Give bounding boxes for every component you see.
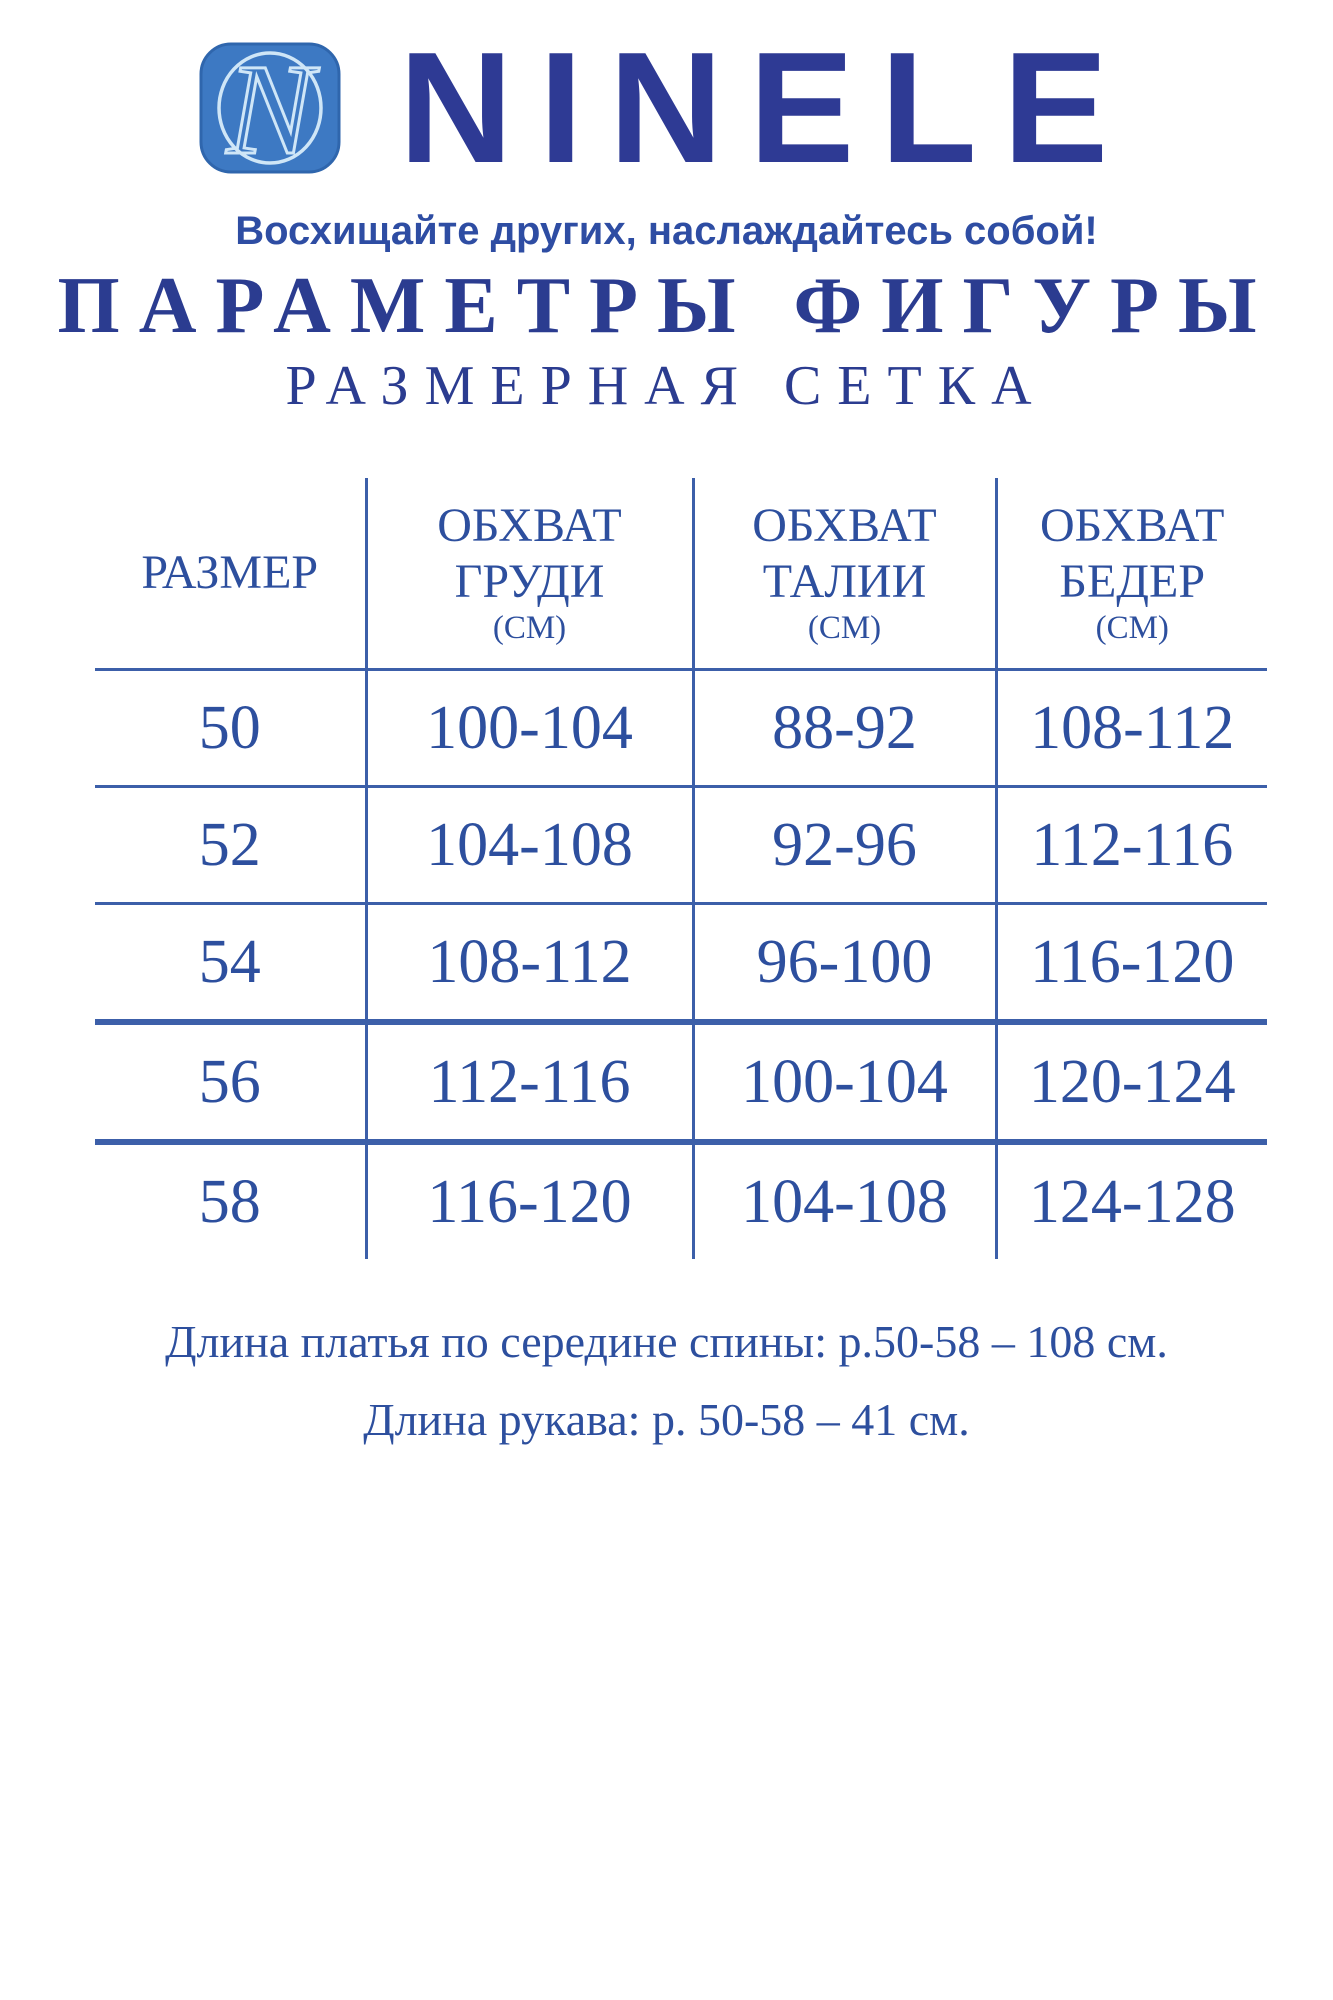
- size-table: [95, 478, 1267, 1259]
- page-subtitle: РАЗМЕРНАЯ СЕТКА: [285, 355, 1048, 418]
- page-title: ПАРАМЕТРЫ ФИГУРЫ: [57, 262, 1276, 351]
- hips-value: 108-112: [996, 670, 1267, 787]
- hips-value: 116-120: [996, 904, 1267, 1023]
- waist-value: 100-104: [693, 1022, 996, 1142]
- size-value: 50: [95, 670, 366, 787]
- svg-text:N: N: [226, 42, 314, 175]
- waist-value: 88-92: [693, 670, 996, 787]
- size-row-54: [95, 904, 1267, 1023]
- hips-value: 112-116: [996, 787, 1267, 904]
- brand-tagline: Восхищайте других, наслаждайтесь собой!: [235, 209, 1098, 254]
- hips-column-header: ОБХВАТ БЕДЕР (СМ): [996, 478, 1267, 670]
- waist-value: 96-100: [693, 904, 996, 1023]
- bust-value: 108-112: [366, 904, 693, 1023]
- waist-value: 104-108: [693, 1142, 996, 1259]
- size-value: 58: [198, 1167, 261, 1236]
- size-value: 52: [95, 787, 366, 904]
- brand-header: [0, 0, 1333, 196]
- sleeve-length-note: Длина рукава: р. 50-58 – 41 см.: [363, 1394, 970, 1446]
- waist-column-header: ОБХВАТ ТАЛИИ (СМ): [693, 478, 996, 670]
- bust-column-header: ОБХВАТ ГРУДИ (СМ): [366, 478, 693, 670]
- bust-value: 116-120: [366, 1142, 693, 1259]
- n-monogram-icon: [199, 42, 341, 174]
- size-column-header: РАЗМЕР: [95, 478, 366, 670]
- bust-value: 100-104: [366, 670, 693, 787]
- brand-wordmark: NINELE: [398, 20, 1135, 196]
- size-table-header-row: [95, 478, 1267, 670]
- hips-value: 120-124: [996, 1022, 1267, 1142]
- size-value: 56: [95, 1022, 366, 1142]
- waist-value: 92-96: [693, 787, 996, 904]
- size-row-50: [95, 670, 1267, 787]
- bust-value: 104-108: [366, 787, 693, 904]
- hips-value: 124-128: [996, 1142, 1267, 1259]
- size-row-58: [95, 1142, 1267, 1259]
- size-value: 54: [95, 904, 366, 1023]
- ninele-logo: [199, 42, 341, 174]
- dress-length-note: Длина платья по середине спины: р.50-58 – 108 см.: [165, 1316, 1168, 1368]
- bust-value: 112-116: [366, 1022, 693, 1142]
- size-row-52: [95, 787, 1267, 904]
- size-row-56: [95, 1022, 1267, 1142]
